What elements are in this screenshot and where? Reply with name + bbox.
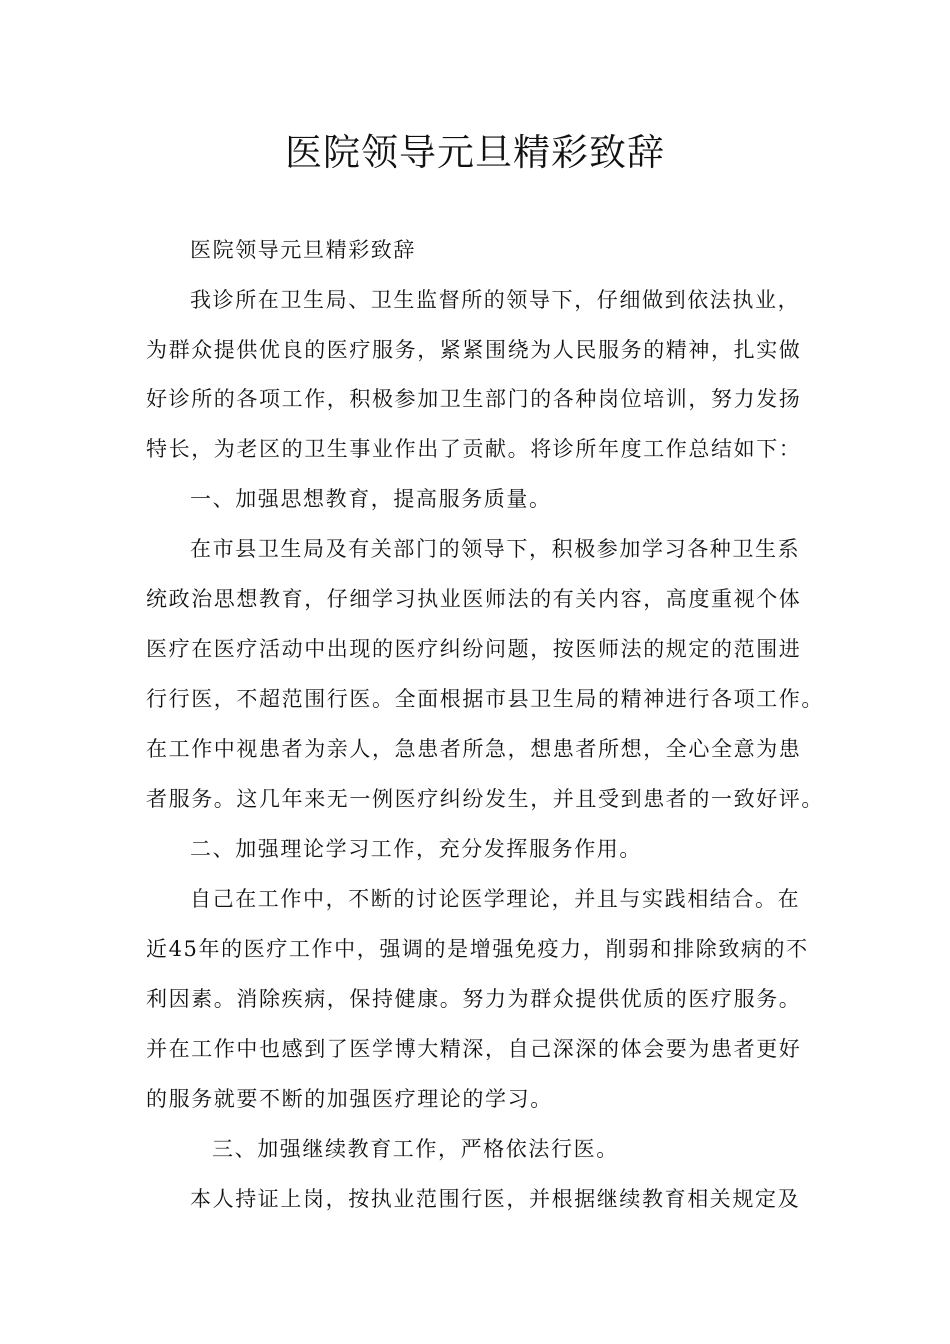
paragraph-line: 我诊所在卫生局、卫生监督所的领导下，仔细做到依法执业， [190,288,801,312]
subtitle-line: 医院领导元旦精彩致辞 [190,238,416,262]
paragraph-line: 并在工作中也感到了医学博大精深，自己深深的体会要为患者更好 [146,1037,802,1061]
section-heading: 一、加强思想教育，提高服务质量。 [190,487,552,511]
paragraph-line: 利因素。消除疾病，保持健康。努力为群众提供优质的医疗服务。 [146,987,802,1011]
paragraph-line: 特长，为老区的卫生事业作出了贡献。将诊所年度工作总结如下： [146,437,802,461]
paragraph-line: 近45年的医疗工作中，强调的是增强免疫力，削弱和排除致病的不 [146,937,809,961]
paragraph-line: 医疗在医疗活动中出现的医疗纠纷问题，按医师法的规定的范围进 [146,637,802,661]
paragraph-line: 本人持证上岗，按执业范围行医，并根据继续教育相关规定及 [190,1187,801,1211]
paragraph-line: 为群众提供优良的医疗服务，紧紧围绕为人民服务的精神，扎实做 [146,338,802,362]
document-title: 医院领导元旦精彩致辞 [285,131,665,174]
paragraph-line: 的服务就要不断的加强医疗理论的学习。 [146,1087,553,1111]
paragraph-line: 好诊所的各项工作，积极参加卫生部门的各种岗位培训，努力发扬 [146,387,802,411]
paragraph-line: 统政治思想教育，仔细学习执业医师法的有关内容，高度重视个体 [146,587,802,611]
paragraph-line: 在市县卫生局及有关部门的领导下，积极参加学习各种卫生系 [190,537,801,561]
paragraph-line: 行行医，不超范围行医。全面根据市县卫生局的精神进行各项工作。 [146,687,824,711]
paragraph-line: 在工作中视患者为亲人，急患者所急，想患者所想，全心全意为患 [146,737,802,761]
paragraph-line: 者服务。这几年来无一例医疗纠纷发生，并且受到患者的一致好评。 [146,787,824,811]
paragraph-line: 自己在工作中，不断的讨论医学理论，并且与实践相结合。在 [190,887,801,911]
section-heading: 二、加强理论学习工作，充分发挥服务作用。 [190,837,642,861]
section-heading: 三、加强继续教育工作，严格依法行医。 [212,1137,619,1161]
